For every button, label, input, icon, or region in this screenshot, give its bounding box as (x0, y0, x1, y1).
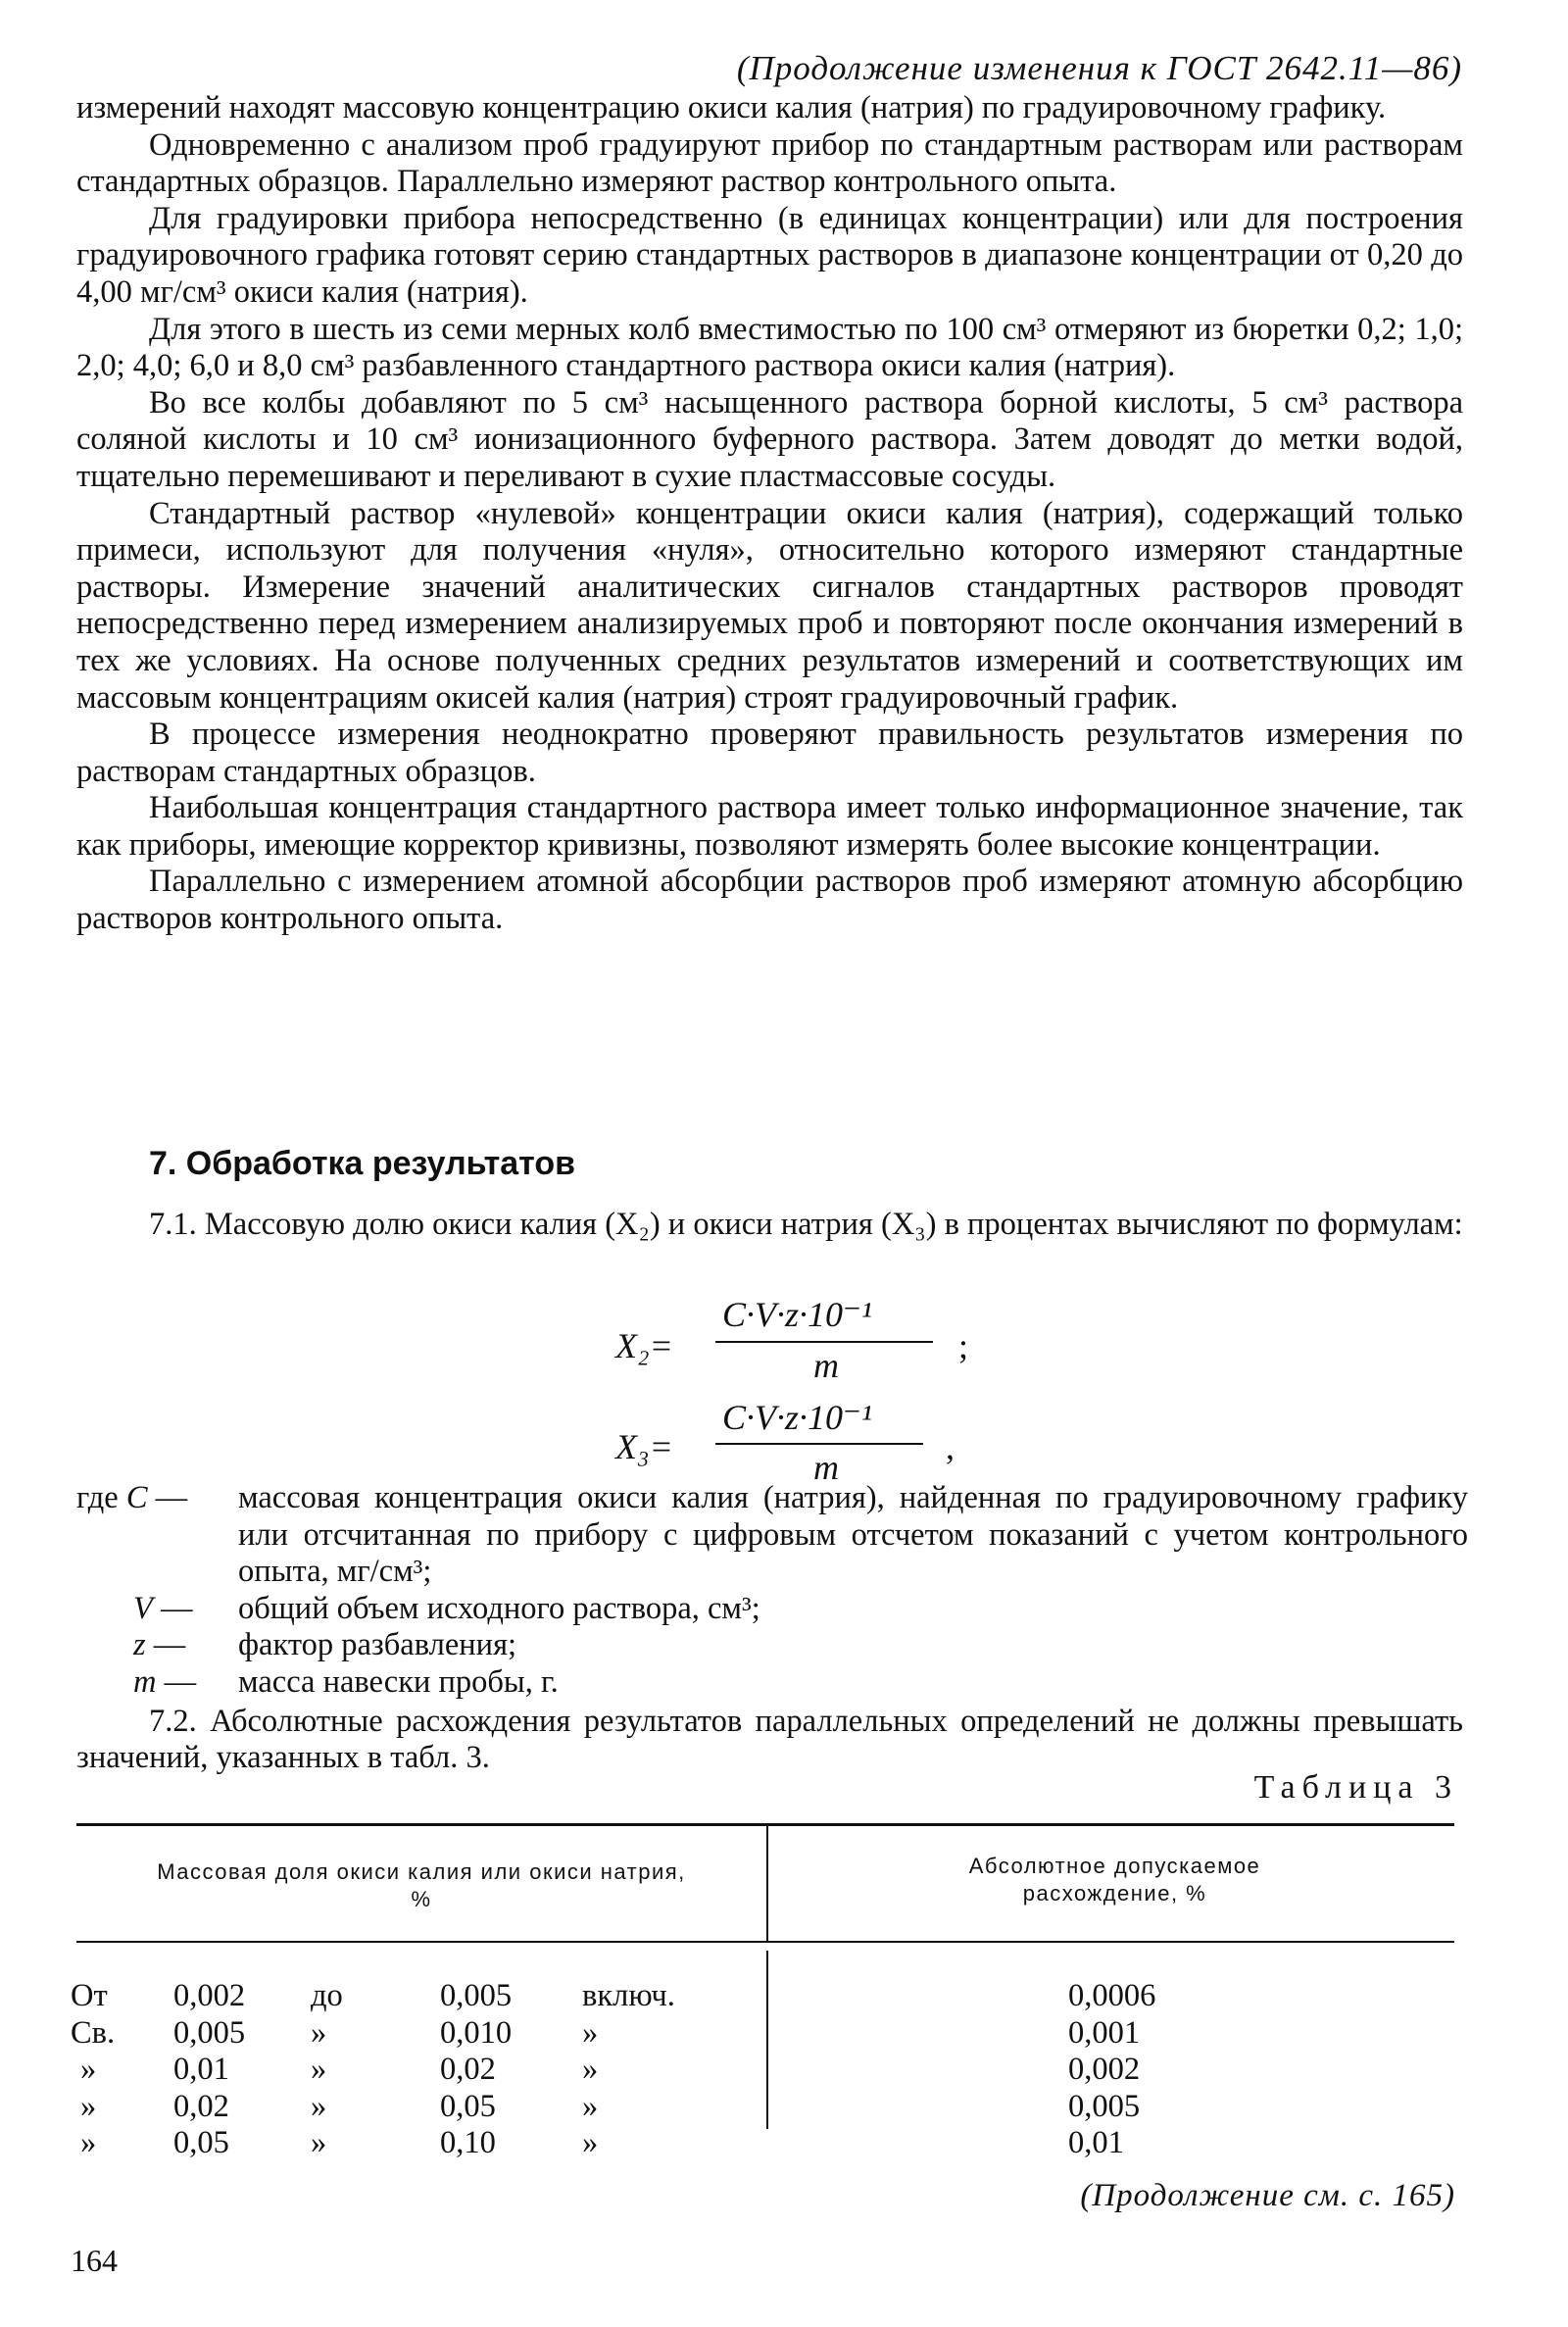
table-cell: 0,05 (440, 2088, 496, 2124)
definition-dash: — (155, 1480, 188, 1515)
definition-row (76, 1664, 1468, 1702)
table-column-divider (766, 1825, 768, 1941)
definition-text: фактор разбавления; (238, 1627, 517, 1663)
table-value-column (1068, 1978, 1155, 2162)
table-cell: 0,02 (440, 2052, 496, 2088)
fraction-bar (715, 1443, 923, 1445)
table-cell: 0,10 (440, 2125, 496, 2161)
definition-symbol: z (133, 1627, 146, 1663)
table-cell: » (582, 2088, 599, 2124)
table-cell: 0,005 (440, 1978, 513, 2013)
table-top-rule (76, 1823, 1454, 1826)
formula-lhs: X₃= (615, 1427, 673, 1466)
table-cell: » (80, 2088, 97, 2124)
table-header-left: Массовая доля окиси калия или окиси натрия, % (157, 1859, 686, 1911)
table-column-divider (766, 1951, 768, 2129)
formula-denominator: m (813, 1448, 839, 1487)
table-cell: 0,010 (440, 2014, 513, 2051)
table-cell: » (80, 2052, 97, 2088)
table-cell: до (311, 1978, 343, 2013)
definition-lead: где (76, 1480, 119, 1515)
formula-punct: , (946, 1427, 955, 1466)
paragraph: Одновременно с анализом проб градуируют прибор по стандартным растворам или растворам стандартных образцов. Параллельно измеряют раствор контрольного опыта. (76, 126, 1463, 200)
table-cell: 0,005 (1068, 2088, 1141, 2124)
table-row (71, 2015, 739, 2053)
table-caption: Таблица 3 (1253, 1769, 1458, 1806)
table-cell: » (311, 2014, 327, 2051)
formula-numerator: C·V·z·10⁻¹ (722, 1398, 872, 1437)
table-cell: Св. (71, 2014, 116, 2051)
table-row (71, 1978, 739, 2015)
definition-dash: — (164, 1663, 197, 1700)
running-header: (Продолжение изменения к ГОСТ 2642.11—86) (736, 49, 1462, 87)
fraction-bar (715, 1341, 933, 1343)
definition-row (76, 1480, 1468, 1591)
section-title: 7. Обработка результатов (149, 1145, 576, 1182)
paragraph: Наибольшая концентрация стандартного раствора имеет только информационное значение, так как приборы, имеющие корректор кривизны, позволяют измерять более высокие концентрации. (76, 790, 1463, 863)
table-cell: » (80, 2125, 97, 2161)
clause-7-1: 7.1. Массовую долю окиси калия (X₂) и окиси натрия (X₃) в процентах вычисляют по формулам: (149, 1207, 1463, 1242)
table-cell: включ. (582, 1978, 675, 2013)
definition-symbol: V (133, 1590, 153, 1626)
table-header-right: Абсолютное допускаемое расхождение, % (968, 1854, 1261, 1906)
table-range-column (71, 1978, 739, 2162)
table-cell: 0,01 (173, 2052, 229, 2088)
table-cell: » (311, 2088, 327, 2124)
paragraph: Во все колбы добавляют по 5 см³ насыщенного раствора борной кислоты, 5 см³ раствора соляной кислоты и 10 см³ ионизационного буферного раствора. Затем доводят до метки водой, тщательно перемешивают и переливают в сухие пластмассовые сосуды. (76, 384, 1463, 494)
page-number: 164 (71, 2243, 118, 2278)
table-cell: » (582, 2014, 599, 2051)
formula-denominator: m (813, 1346, 839, 1385)
paragraph: Стандартный раствор «нулевой» концентрации окиси калия (натрия), содержащий только примеси, используют для получения «нуля», относительно которого измеряют стандартные растворы. Измерение значений аналитических сигналов стандартных растворов проводят непосредственно перед измерением анализируемых проб и повторяют после окончания измерений в тех же условиях. На основе полученных средних результатов измерений и соответствующих им массовым концентрациям окисей калия (натрия) строят градуировочный график. (76, 495, 1463, 716)
clause-7-2: 7.2. Абсолютные расхождения результатов параллельных определений не должны превышать значений, указанных в табл. 3. (76, 1704, 1463, 1775)
table-header-rule (76, 1941, 1454, 1943)
table-row (71, 2125, 739, 2162)
definition-dash: — (160, 1590, 193, 1626)
paragraph: В процессе измерения неоднократно проверяют правильность результатов измерения по растворам стандартных образцов. (76, 717, 1463, 789)
table-cell: 0,05 (173, 2125, 229, 2161)
formula-lhs: X₂= (615, 1326, 673, 1365)
table-cell: 0,001 (1068, 2014, 1141, 2051)
definition-symbol: C (125, 1480, 148, 1515)
formula-numerator: C·V·z·10⁻¹ (722, 1295, 872, 1334)
table-cell: » (311, 2052, 327, 2088)
paragraph: Для этого в шесть из семи мерных колб вместимостью по 100 см³ отмеряют из бюретки 0,2; 1,0; 2,0; 4,0; 6,0 и 8,0 см³ разбавленного стандартного раствора окиси калия (натрия). (76, 311, 1463, 384)
table-cell: 0,002 (1068, 2052, 1141, 2088)
variable-definitions (76, 1480, 1468, 1702)
definition-text: общий объем исходного раствора, см³; (238, 1590, 760, 1626)
definition-row (76, 1591, 1468, 1628)
formula-punct: ; (958, 1326, 969, 1365)
body-text (76, 90, 1463, 938)
table-cell: » (582, 2052, 599, 2088)
paragraph: Параллельно с измерением атомной абсорбции растворов проб измеряют атомную абсорбцию растворов контрольного опыта. (76, 864, 1463, 937)
table-cell: От (71, 1978, 108, 2013)
definition-row (76, 1627, 1468, 1664)
table-cell: 0,002 (173, 1978, 246, 2013)
paragraph: Для градуировки прибора непосредственно (в единицах концентрации) или для построения градуировочного графика готовят серию стандартных растворов в диапазоне концентрации от 0,20 до 4,00 мг/см³ окиси калия (натрия). (76, 200, 1463, 310)
definition-text: масса навески пробы, г. (238, 1663, 559, 1700)
table-cell: 0,0006 (1068, 1978, 1156, 2013)
table-row (71, 2089, 739, 2126)
definition-text: массовая концентрация окиси калия (натрия), найденная по градуировочному графику или отсчитанная по прибору с цифровым отсчетом показаний с учетом контрольного опыта, мг/см³; (238, 1480, 1468, 1590)
table-cell: » (311, 2125, 327, 2161)
table-cell: 0,01 (1068, 2125, 1124, 2161)
definition-dash: — (153, 1627, 186, 1663)
table-cell: 0,005 (173, 2014, 246, 2051)
table-row (71, 2052, 739, 2089)
paragraph: измерений находят массовую концентрацию окиси калия (натрия) по градуировочному графику. (76, 90, 1387, 125)
continuation-note: (Продолжение см. с. 165) (1080, 2178, 1455, 2213)
table-cell: 0,02 (173, 2088, 229, 2124)
definition-symbol: m (133, 1663, 157, 1700)
table-cell: » (582, 2125, 599, 2161)
